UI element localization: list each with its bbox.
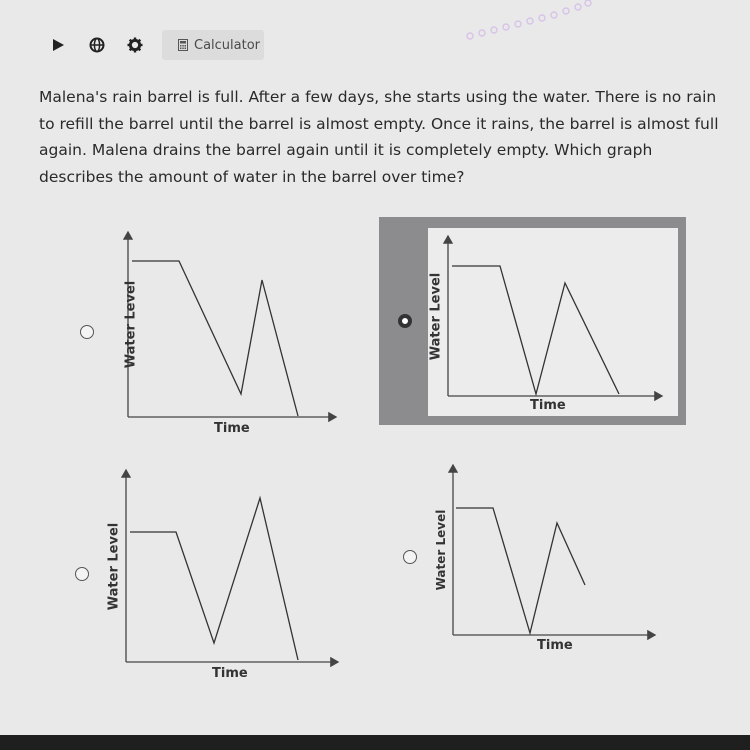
question-text: Malena's rain barrel is full. After a few days, she starts using the water. There is no rain to refill the barrel until the barrel is almost empty. Once it rains, the barrel is almost full again. Malena drains the barrel again until it is completely empty. Which graph describes the amount of water in the barrel over time?	[39, 88, 719, 186]
calculator-label: Calculator	[194, 37, 261, 53]
option-a-graph[interactable]	[128, 232, 336, 417]
screen-bezel	[0, 735, 750, 750]
option-c-xlabel: Time	[212, 666, 248, 681]
option-b-graph[interactable]	[448, 236, 662, 396]
option-c-ylabel: Water Level	[106, 522, 122, 611]
option-a-ylabel: Water Level	[123, 280, 139, 369]
option-a-xlabel: Time	[214, 421, 250, 436]
option-b-ylabel: Water Level	[428, 272, 444, 361]
option-d-ylabel: Water Level	[434, 509, 448, 591]
option-b-xlabel: Time	[530, 398, 566, 413]
option-c-graph[interactable]	[126, 470, 338, 662]
option-d-xlabel: Time	[537, 638, 573, 653]
option-d-graph[interactable]	[453, 465, 655, 635]
